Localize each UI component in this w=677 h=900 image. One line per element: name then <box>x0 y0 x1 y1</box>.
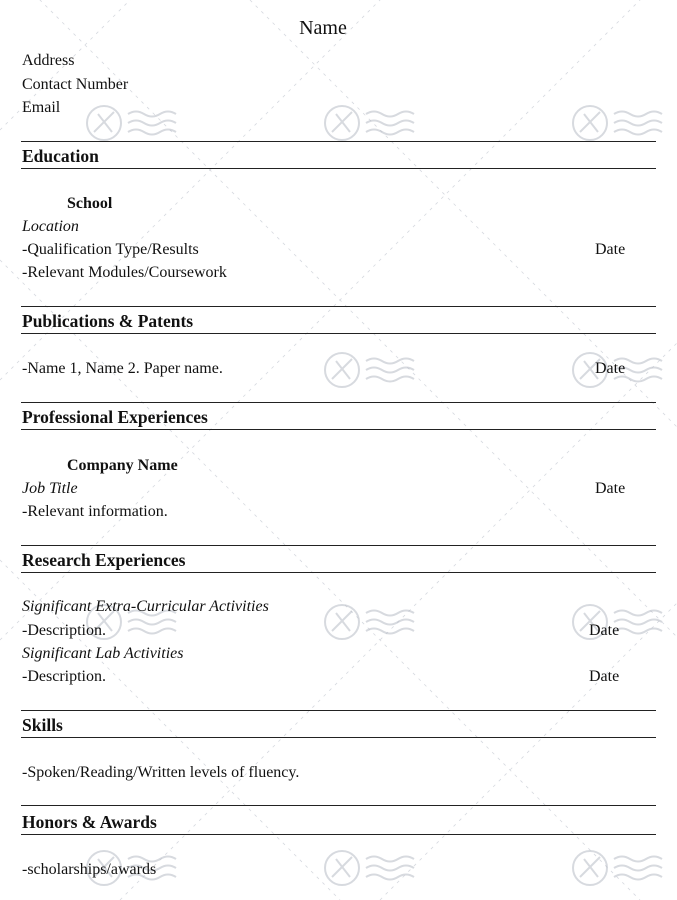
publication-entry: -Name 1, Name 2. Paper name. <box>22 360 223 377</box>
stamp-icon <box>318 345 430 395</box>
research-activity-2: Significant Lab Activities <box>22 645 184 662</box>
section-rule <box>21 333 656 334</box>
research-date-2: Date <box>589 668 620 685</box>
job-title: Job Title <box>22 480 78 497</box>
publication-date: Date <box>595 360 626 377</box>
job-info: -Relevant information. <box>22 503 168 520</box>
contact-number: Contact Number <box>22 76 129 93</box>
section-rule <box>21 168 656 169</box>
stamp-icon <box>318 843 430 893</box>
email: Email <box>22 99 61 116</box>
watermark-stamp <box>566 597 677 647</box>
section-heading-publications: Publications & Patents <box>22 311 194 331</box>
section-rule <box>21 141 656 142</box>
section-rule <box>21 710 656 711</box>
research-description-2: -Description. <box>22 668 106 685</box>
company-name: Company Name <box>67 457 178 474</box>
section-heading-skills: Skills <box>22 715 63 735</box>
section-rule <box>21 429 656 430</box>
section-rule <box>21 545 656 546</box>
qualification: -Qualification Type/Results <box>22 241 199 258</box>
stamp-icon <box>318 597 430 647</box>
section-heading-research: Research Experiences <box>22 550 186 570</box>
research-date-1: Date <box>589 622 620 639</box>
section-rule <box>21 805 656 806</box>
section-heading-honors: Honors & Awards <box>22 812 157 832</box>
address: Address <box>22 52 75 69</box>
honors-entry: -scholarships/awards <box>22 861 157 878</box>
watermark-stamp <box>318 843 430 893</box>
candidate-name: Name <box>299 17 347 39</box>
section-rule <box>21 306 656 307</box>
stamp-icon <box>566 597 677 647</box>
stamp-icon <box>566 843 677 893</box>
research-description-1: -Description. <box>22 622 106 639</box>
watermark-stamp <box>318 597 430 647</box>
watermark-stamp <box>318 345 430 395</box>
section-heading-professional: Professional Experiences <box>22 407 208 427</box>
school-name: School <box>67 195 113 212</box>
research-activity-1: Significant Extra-Curricular Activities <box>22 598 269 615</box>
education-date: Date <box>595 241 626 258</box>
section-heading-education: Education <box>22 146 99 166</box>
watermark-stamp <box>566 843 677 893</box>
section-rule <box>21 834 656 835</box>
job-date: Date <box>595 480 626 497</box>
section-rule <box>21 572 656 573</box>
section-rule <box>21 402 656 403</box>
skills-entry: -Spoken/Reading/Written levels of fluency. <box>22 764 300 781</box>
relevant-modules: -Relevant Modules/Coursework <box>22 264 227 281</box>
section-rule <box>21 737 656 738</box>
school-location: Location <box>22 218 79 235</box>
